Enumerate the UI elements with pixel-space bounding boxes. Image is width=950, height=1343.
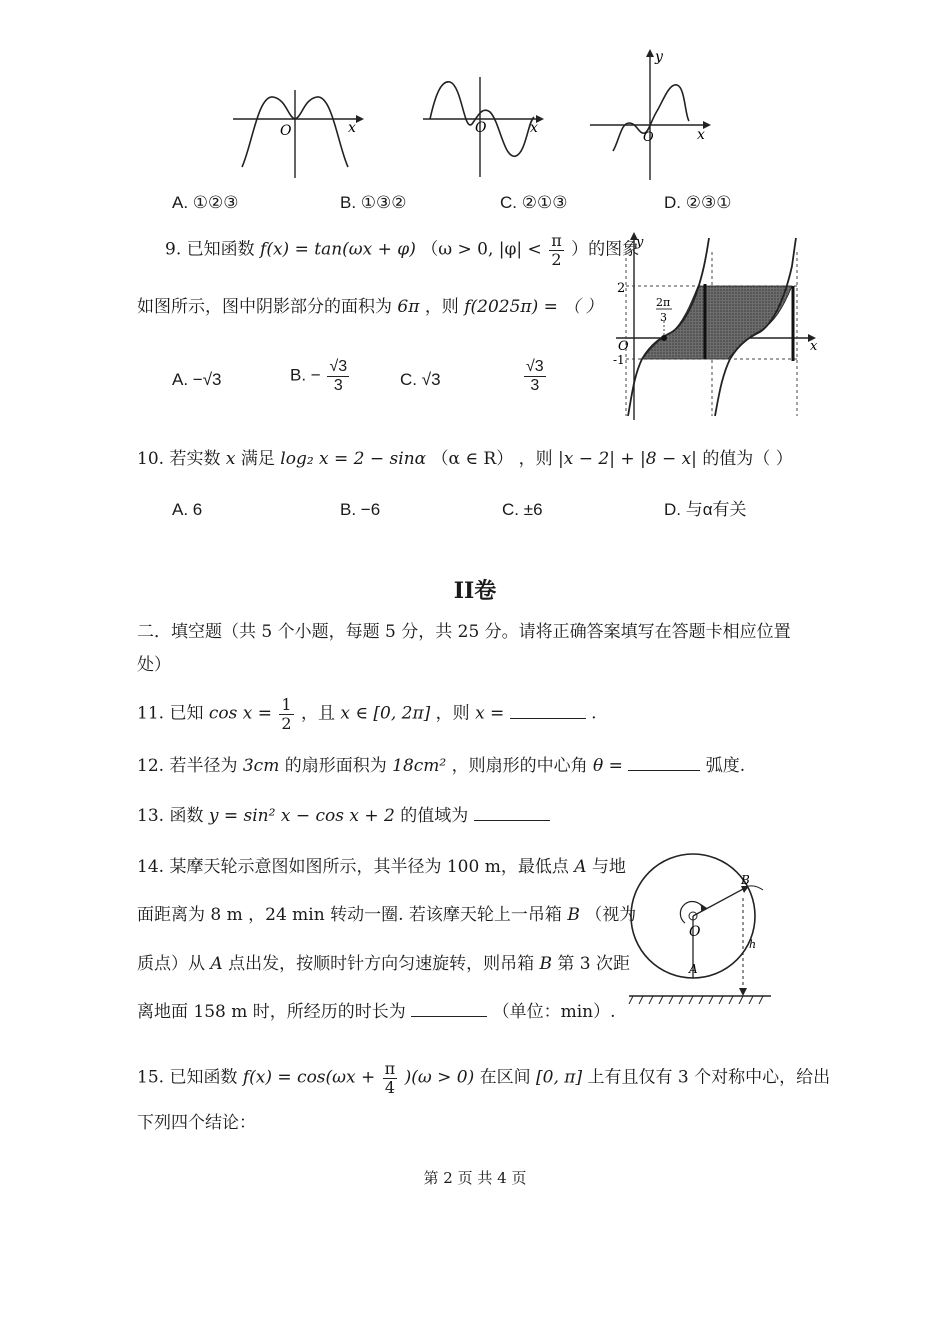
q10-option-c[interactable] xyxy=(502,500,543,520)
q14-line2 xyxy=(137,905,636,925)
q9-option-a[interactable] xyxy=(172,370,222,390)
q10-number: 10. xyxy=(137,449,165,469)
q14-line2-text: 面距离为 8 m ，24 min 转动一圈. 若该摩天轮上一吊箱 xyxy=(137,905,562,925)
q8-option-d-letter: D. xyxy=(664,193,681,212)
q14-line1-text: 某摩天轮示意图如图所示，其半径为 100 m，最低点 xyxy=(169,857,569,877)
q9-graph-xtick-den: 3 xyxy=(660,311,667,324)
q10-expression: |x − 2| + |8 − x| xyxy=(558,449,697,469)
q9-option-a-letter: A. xyxy=(172,370,189,389)
q8-option-b-text: ①③② xyxy=(360,193,407,212)
q14-point-b: B xyxy=(567,905,580,925)
q12-area: 18cm² xyxy=(392,756,447,776)
q12-text-b: 的扇形面积为 xyxy=(284,756,387,776)
q9-graph-y-label: y xyxy=(636,235,644,250)
q11-end: . xyxy=(591,703,597,724)
q11-stem xyxy=(137,696,597,732)
q12-text-a: 若半径为 xyxy=(169,756,238,776)
q9-graph xyxy=(612,226,822,422)
q9-text-d: ，则 xyxy=(424,297,459,317)
q10-text-b: 满足 xyxy=(240,449,275,469)
q15-fraction: $\frac{\pi}{4}$ xyxy=(384,1059,396,1097)
q11-equation: cos x = xyxy=(208,703,272,724)
q8g3-y-label: y xyxy=(655,49,663,65)
q13-equation: y = sin² x − cos x + 2 xyxy=(208,806,395,826)
q15-equation-a: f(x) = cos(ωx + xyxy=(242,1067,376,1088)
section-instructions-line2: 处） xyxy=(137,655,171,675)
q14-line4 xyxy=(137,1002,616,1022)
q15-number: 15. xyxy=(137,1067,165,1088)
q12-stem xyxy=(137,756,745,776)
q14-line3-text-c: 第 3 次距 xyxy=(557,954,631,974)
q8g1-x-label: x xyxy=(348,120,356,136)
q14-ferris-wheel-diagram xyxy=(625,848,775,1008)
q9-option-c-text: √3 xyxy=(421,370,441,389)
q8g2-x-label: x xyxy=(530,120,538,136)
q9-option-b-sign: − xyxy=(310,365,321,385)
q9-graph-xtick-num: 2π xyxy=(656,296,671,309)
q8-option-a-letter: A. xyxy=(172,193,189,212)
q8-option-c-letter: C. xyxy=(500,193,517,212)
q8-option-b-letter: B. xyxy=(340,193,357,212)
q15-line2: 下列四个结论： xyxy=(137,1113,256,1133)
q10-text-a: 若实数 xyxy=(169,449,221,469)
q9-option-a-text: −√3 xyxy=(192,370,222,389)
q14-line3-point-b: B xyxy=(539,954,552,974)
q12-theta: θ = xyxy=(593,756,623,776)
q14-line2-end: （视为 xyxy=(585,905,637,925)
q9-number: 9. xyxy=(165,239,182,260)
q12-unit: 弧度. xyxy=(705,756,746,776)
q10-stem xyxy=(137,449,793,469)
q14-line3-text-a: 质点）从 xyxy=(137,954,205,974)
q14-line3-text-b: 点出发，按顺时针方向匀速旋转，则吊箱 xyxy=(228,954,535,974)
q10-text-c: ，则 xyxy=(518,449,553,469)
q13-number: 13. xyxy=(137,806,165,826)
q9-option-c[interactable] xyxy=(400,370,441,390)
q8g1-origin: O xyxy=(280,123,292,139)
q10-option-a-text: 6 xyxy=(192,500,203,519)
q9-area: 6π xyxy=(397,297,420,317)
page-footer: 第 2 页 共 4 页 xyxy=(423,1169,527,1187)
q9-text-c: 如图所示，图中阴影部分的面积为 xyxy=(137,297,392,317)
q9-pi-over-2: $\frac{\pi}{2}$ xyxy=(551,231,562,269)
q8-option-b[interactable] xyxy=(340,193,407,213)
q9-graph-tick-minus1: -1 xyxy=(613,353,625,367)
q12-text-c: ，则扇形的中心角 xyxy=(451,756,588,776)
q13-text-a: 函数 xyxy=(169,806,204,826)
q8g3-x-label: x xyxy=(697,127,705,143)
q9-option-d[interactable] xyxy=(522,358,548,394)
q10-option-d-text: 与α有关 xyxy=(685,500,747,519)
section-title: II卷 xyxy=(453,578,497,604)
q15-text-c: 上有且仅有 3 个对称中心，给出 xyxy=(587,1067,831,1088)
q8-option-c-text: ②①③ xyxy=(521,193,568,212)
q14-fig-b-label: B xyxy=(741,873,750,887)
q14-line1 xyxy=(137,857,626,877)
q8-option-d[interactable] xyxy=(664,193,731,213)
q12-number: 12. xyxy=(137,756,165,776)
q9-option-b-frac: $\frac{√3}{3}$ xyxy=(329,358,348,394)
q11-fraction: $\frac{1}{2}$ xyxy=(281,695,292,733)
q9-ask: f(2025π) = （ ） xyxy=(464,297,603,317)
q9-graph-origin: O xyxy=(618,339,629,354)
q9-condition-a: （ω > 0, |φ| < xyxy=(421,239,542,260)
q11-number: 11. xyxy=(137,703,165,724)
q14-number: 14. xyxy=(137,857,165,877)
q10-option-d-letter: D. xyxy=(664,500,681,519)
q12-answer-blank[interactable] xyxy=(628,769,700,771)
q9-option-b-letter: B. xyxy=(290,365,307,385)
q10-text-d: 的值为（ ） xyxy=(702,449,793,469)
q14-answer-blank[interactable] xyxy=(411,1015,487,1017)
q13-answer-blank[interactable] xyxy=(474,819,550,821)
q8-graph-2 xyxy=(418,72,548,182)
q10-option-b-text: −6 xyxy=(360,500,381,519)
q13-stem xyxy=(137,806,550,826)
q14-point-a: A xyxy=(574,857,587,877)
q15-text-a: 已知函数 xyxy=(169,1067,238,1088)
q8-graph-1 xyxy=(228,85,368,180)
q14-line3-point-a: A xyxy=(210,954,223,974)
q10-condition: （α ∈ R） xyxy=(431,449,514,469)
q9-option-d-frac: $\frac{√3}{3}$ xyxy=(526,358,544,394)
q10-var: x xyxy=(225,449,236,469)
q12-radius: 3cm xyxy=(242,756,280,776)
q11-text-b: ，且 xyxy=(300,703,335,724)
q10-option-b[interactable] xyxy=(340,500,380,520)
q15-equation-b: )(ω > 0) xyxy=(404,1067,475,1088)
q11-text-a: 已知 xyxy=(169,703,204,724)
q10-option-a-letter: A. xyxy=(172,500,189,519)
q11-answer-blank[interactable] xyxy=(510,717,586,719)
q11-ask: x = xyxy=(475,703,505,724)
q8g2-origin: O xyxy=(475,120,487,136)
q10-option-b-letter: B. xyxy=(340,500,357,519)
q10-option-c-letter: C. xyxy=(502,500,519,519)
q8-option-a-text: ①②③ xyxy=(192,193,239,212)
q9-line1 xyxy=(165,232,639,268)
q14-fig-center-label: O xyxy=(689,924,701,940)
q10-option-d[interactable] xyxy=(664,500,747,520)
q14-line4-text-b: （单位：min）. xyxy=(492,1002,616,1022)
q10-option-a[interactable] xyxy=(172,500,202,520)
q10-option-c-text: ±6 xyxy=(523,500,543,519)
q14-line3 xyxy=(137,954,630,974)
q15-line1 xyxy=(137,1060,830,1096)
q14-fig-h-label: h xyxy=(749,938,757,951)
q13-text-b: 的值域为 xyxy=(400,806,469,826)
q8-graph-3 xyxy=(585,45,715,185)
q10-equation: log₂ x = 2 − sinα xyxy=(280,449,427,469)
q15-text-b: 在区间 xyxy=(479,1067,531,1088)
q9-option-c-letter: C. xyxy=(400,370,417,389)
q9-option-b[interactable] xyxy=(290,358,351,394)
section-instructions-line1: 二．填空题（共 5 个小题，每题 5 分，共 25 分。请将正确答案填写在答题卡相应位置 xyxy=(137,622,791,642)
q14-line1-end: 与地 xyxy=(591,857,626,877)
q8-option-a[interactable] xyxy=(172,193,239,213)
q9-graph-x-label: x xyxy=(810,339,818,354)
q8-option-d-text: ②③① xyxy=(685,193,732,212)
q9-text-a: 已知函数 xyxy=(186,239,255,260)
q8-option-c[interactable] xyxy=(500,193,567,213)
q9-function: f(x) = tan(ωx + φ) xyxy=(260,239,416,260)
q11-text-c: ，则 xyxy=(435,703,470,724)
q8g3-origin: O xyxy=(643,130,654,145)
q11-condition: x ∈ [0, 2π] xyxy=(340,703,431,724)
q14-fig-a-label: A xyxy=(689,962,698,976)
q9-graph-tick-2: 2 xyxy=(617,281,626,296)
q9-condition-b: ）的图象 xyxy=(571,239,640,260)
q15-interval: [0, π] xyxy=(536,1067,583,1088)
q14-line4-text-a: 离地面 158 m 时，所经历的时长为 xyxy=(137,1002,406,1022)
q9-line2 xyxy=(137,297,603,317)
